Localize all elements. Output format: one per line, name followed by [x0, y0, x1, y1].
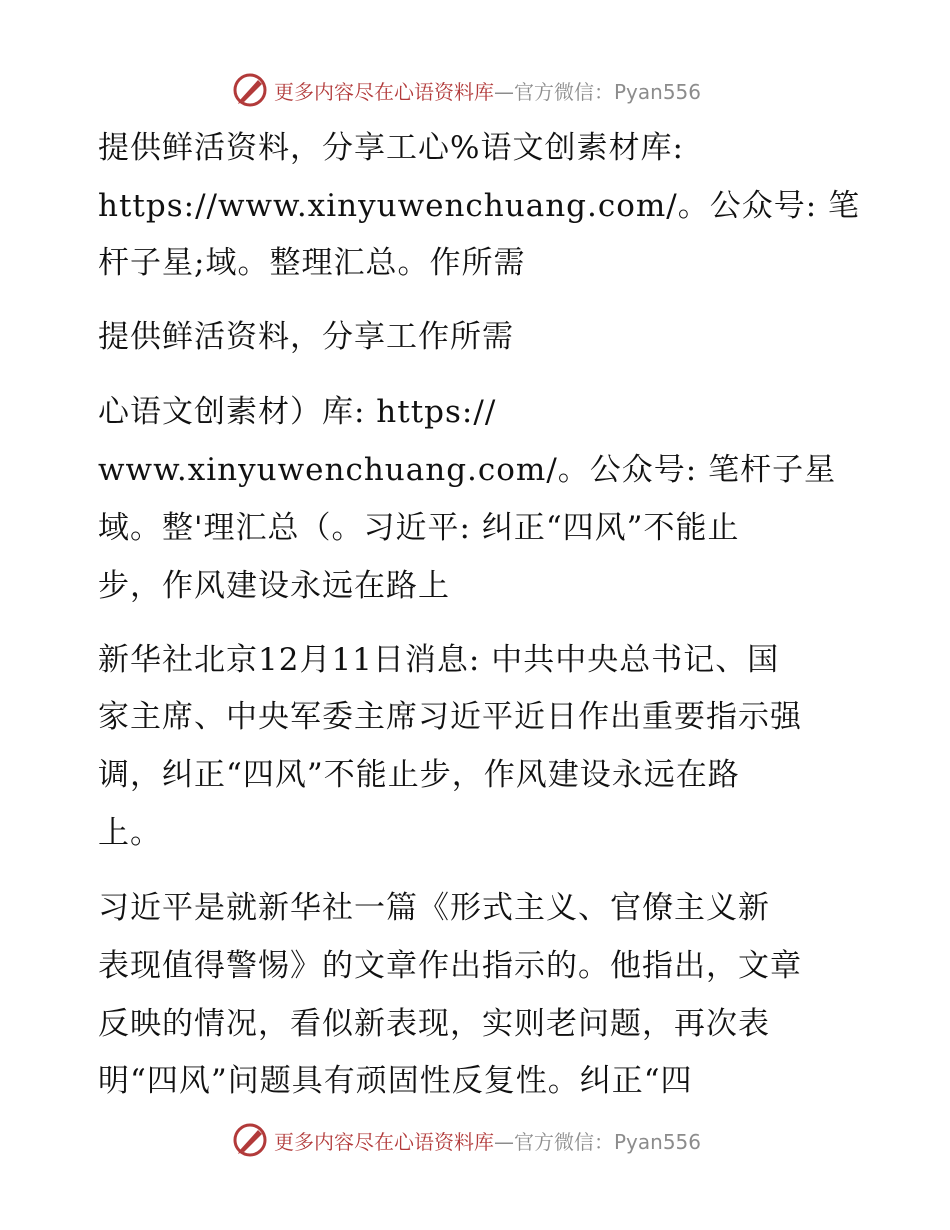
header-banner-sep: — — [494, 79, 514, 104]
pen-logo-icon — [232, 1122, 268, 1158]
footer-banner — [232, 1120, 701, 1160]
text-line: 上。 — [98, 815, 162, 851]
text-line: www.xinyuwenchuang.com/。公众号: 笔杆子星 — [98, 452, 837, 488]
footer-banner-contact: 官方微信：Pyan556 — [514, 1129, 702, 1154]
text-line: 新华社北京12月11日消息: 中共中央总书记、国 — [98, 642, 780, 678]
text-line: https://www.xinyuwenchuang.com/。公众号: 笔 — [98, 188, 861, 224]
text-line: 习近平是就新华社一篇《形式主义、官僚主义新 — [98, 890, 770, 926]
pen-logo-icon — [232, 72, 268, 108]
text-line: 步，作风建设永远在路上 — [98, 568, 450, 604]
text-line: 表现值得警惕》的文章作出指示的。他指出，文章 — [98, 948, 802, 984]
header-banner-text: 更多内容尽在心语资料库 — [274, 79, 494, 104]
header-banner — [232, 70, 701, 110]
text-line: 家主席、中央军委主席习近平近日作出重要指示强 — [98, 699, 802, 735]
footer-banner-sep: — — [494, 1129, 514, 1154]
text-line: 域。整'理汇总（。习近平: 纠正“四风”不能止 — [98, 510, 740, 546]
footer-banner-text: 更多内容尽在心语资料库 — [274, 1129, 494, 1154]
text-line: 提供鲜活资料，分享工作所需 — [98, 319, 514, 355]
header-banner-contact: 官方微信：Pyan556 — [514, 79, 702, 104]
text-line: 反映的情况，看似新表现，实则老问题，再次表 — [98, 1006, 770, 1042]
text-line: 调，纠正“四风”不能止步，作风建设永远在路 — [98, 757, 740, 793]
text-line: 明“四风”问题具有顽固性反复性。纠正“四 — [98, 1063, 693, 1099]
text-line: 心语文创素材）库: https:// — [98, 394, 497, 430]
text-line: 杆子星;域。整理汇总。作所需 — [98, 245, 526, 281]
text-line: 提供鲜活资料，分享工心%语文创素材库: — [98, 130, 684, 166]
